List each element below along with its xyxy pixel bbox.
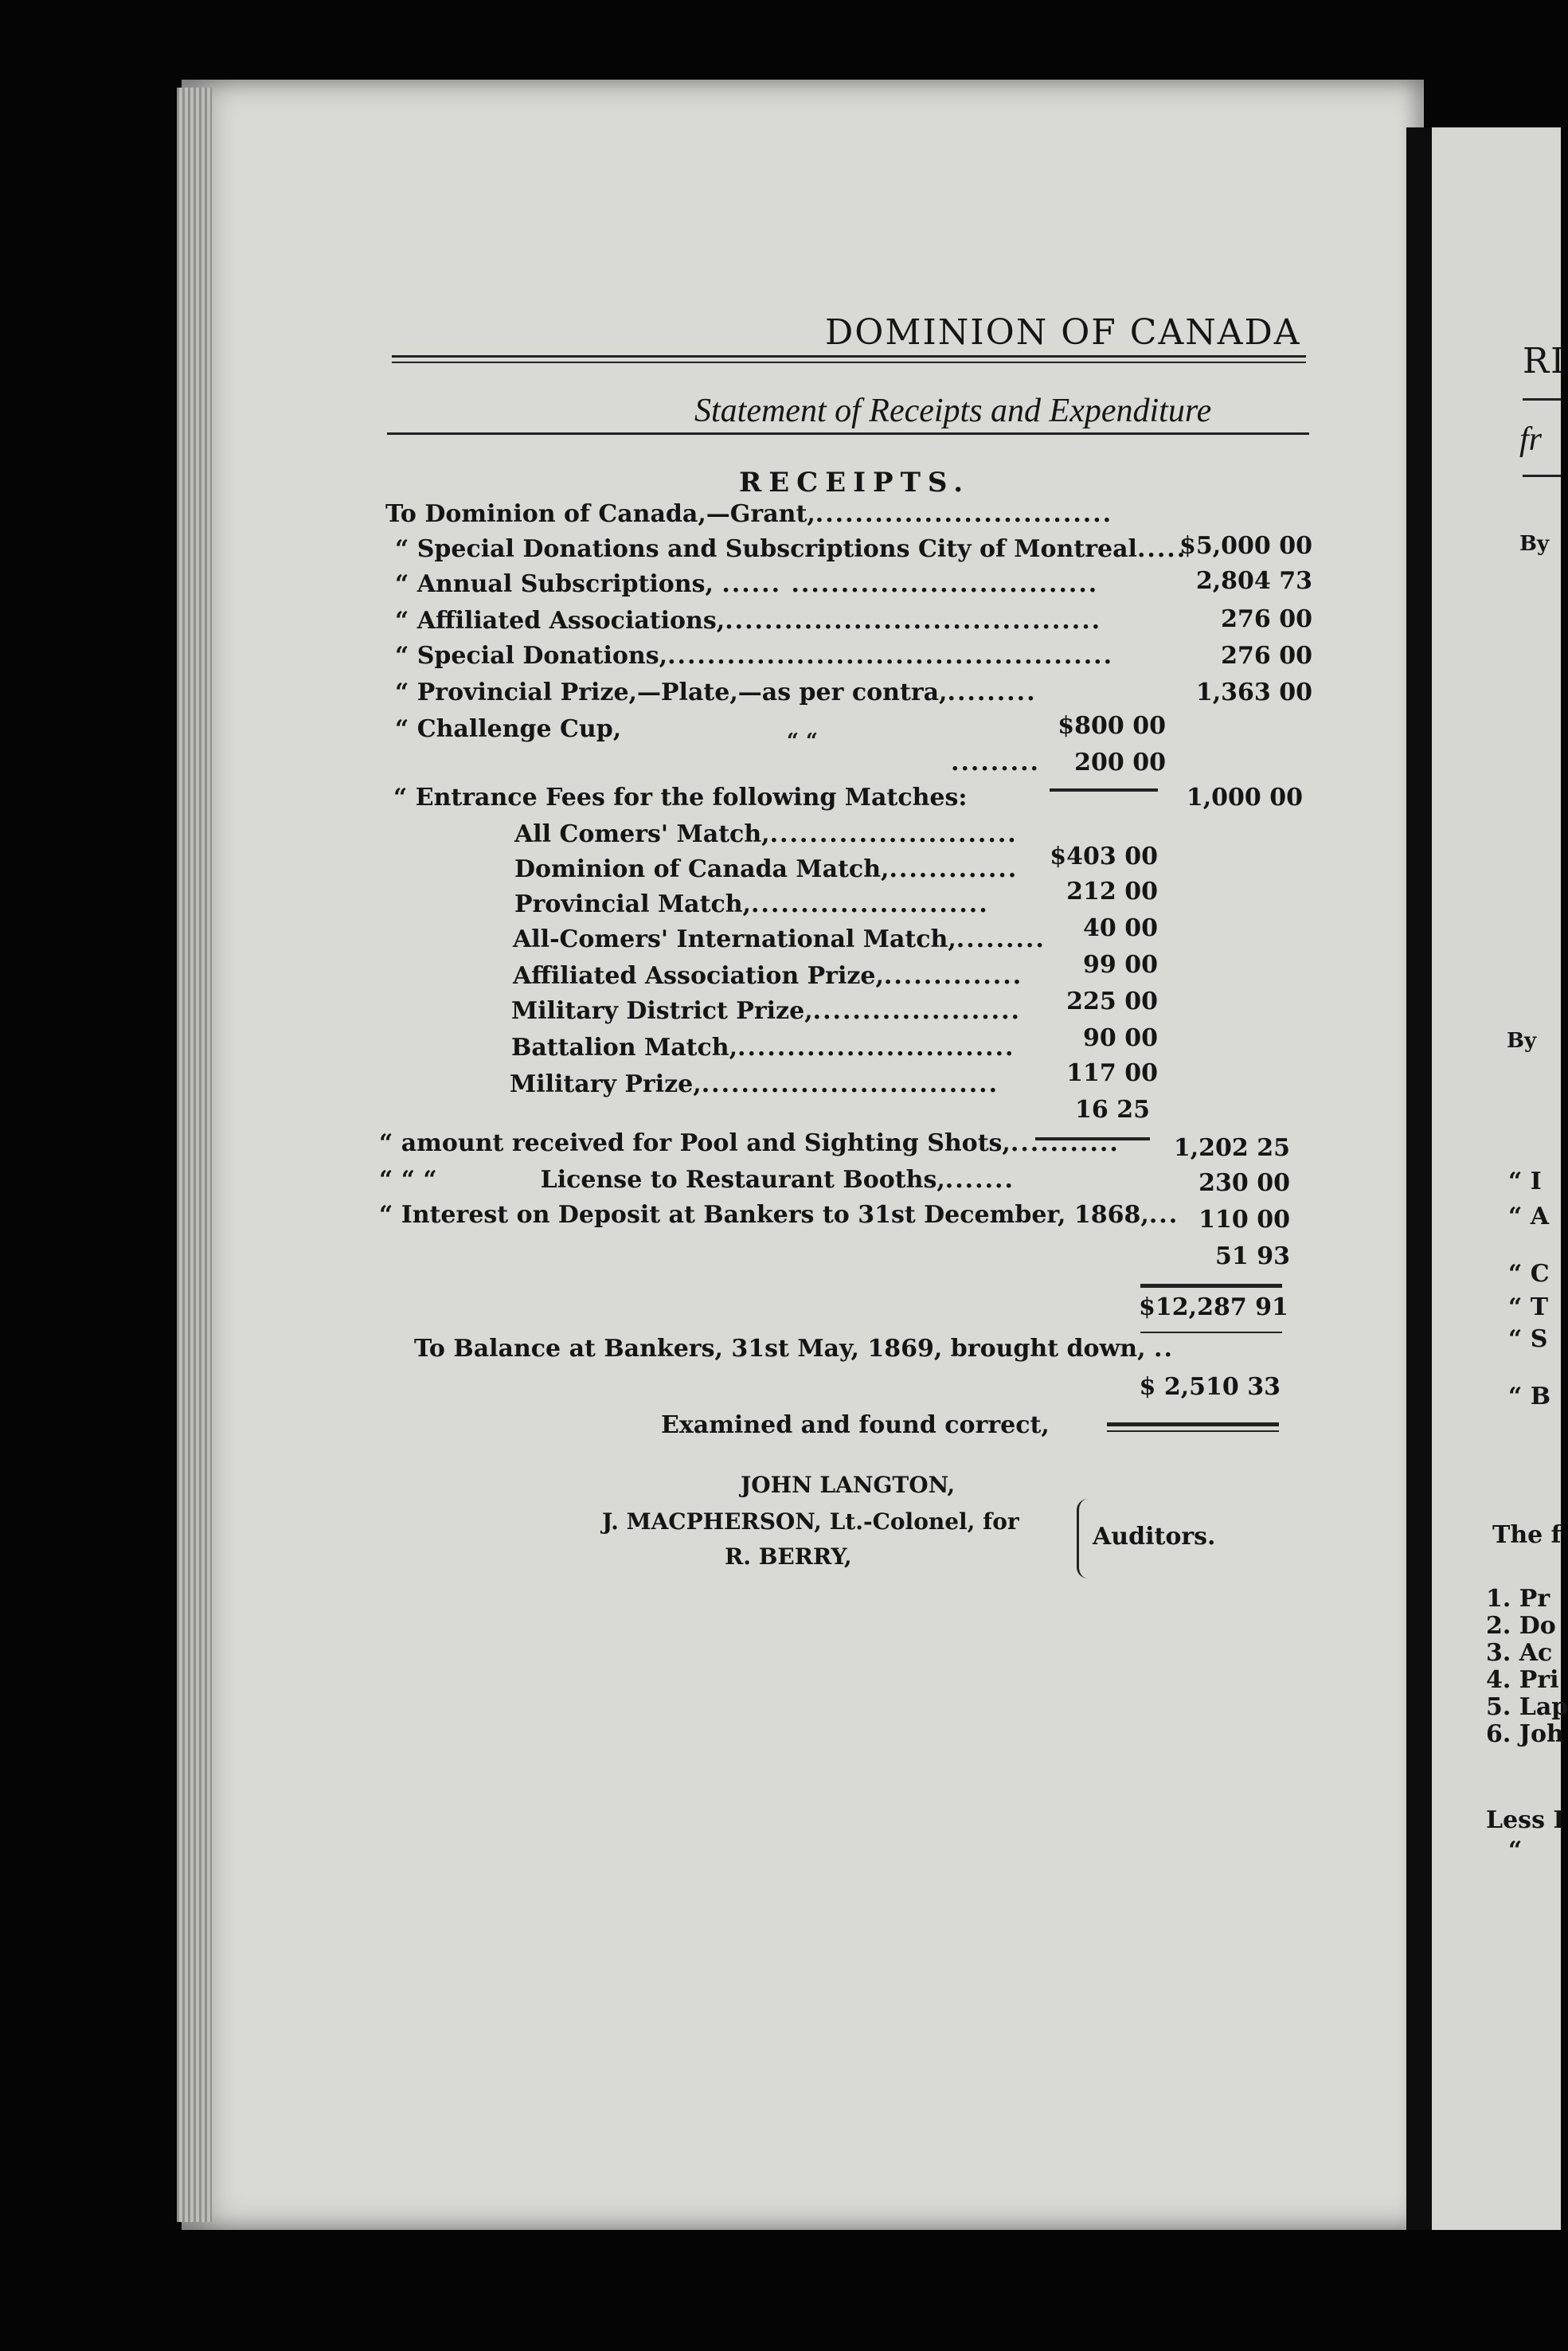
sub-amount: $800 00 — [1058, 712, 1166, 740]
match-name: Provincial Match,........................ — [514, 890, 989, 918]
receipt-line: To Dominion of Canada,—Grant,.............................. — [385, 500, 1113, 528]
receipt-amount: 110 00 — [1198, 1206, 1290, 1234]
receipts-heading: RECEIPTS. — [739, 467, 971, 499]
receipt-amount: $5,000 00 — [1179, 532, 1312, 560]
adjacent-list-item: 5. Lap — [1486, 1693, 1568, 1721]
title-rule-bottom — [392, 362, 1306, 363]
adjacent-ditto: “ S — [1508, 1325, 1548, 1353]
match-amount: 225 00 — [1066, 988, 1158, 1015]
match-name: Military Prize,.............................. — [510, 1070, 999, 1098]
adjacent-rule — [1523, 475, 1561, 477]
match-amount: 212 00 — [1066, 878, 1158, 906]
match-name: All Comers' Match,......................... — [514, 820, 1018, 848]
subtitle-rule — [387, 432, 1309, 435]
match-amount: 99 00 — [1083, 951, 1158, 979]
match-amount: 16 25 — [1075, 1096, 1150, 1124]
book-gutter — [1406, 127, 1432, 2230]
receipt-line: “ “ “ License to Restaurant Booths,....... — [379, 1166, 1015, 1194]
grand-total-rule — [1140, 1284, 1282, 1288]
adjacent-header: RI — [1523, 341, 1566, 381]
receipt-amount: 276 00 — [1221, 642, 1312, 670]
grand-total: $12,287 91 — [1139, 1293, 1288, 1321]
match-name: Military District Prize,..................... — [511, 997, 1021, 1025]
match-name: All-Comers' International Match,......... — [513, 925, 1046, 953]
auditor-name: JOHN LANGTON, — [741, 1472, 956, 1498]
adjacent-list-item: 2. Do — [1486, 1612, 1556, 1640]
match-name: Affiliated Association Prize,.............. — [513, 962, 1023, 990]
ditto-marks: “ “ — [787, 730, 818, 753]
adjacent-ditto: “ C — [1508, 1260, 1550, 1288]
adjacent-list-item: 1. Pr — [1486, 1585, 1550, 1613]
adjacent-by: By — [1507, 1029, 1537, 1053]
balance-rule — [1107, 1422, 1279, 1426]
receipt-amount: 1,363 00 — [1195, 679, 1312, 706]
auditor-name: R. BERRY, — [725, 1543, 852, 1570]
receipt-line: “ Special Donations and Subscriptions City of Montreal..... — [395, 535, 1187, 563]
adjacent-note: The f — [1492, 1521, 1562, 1549]
adjacent-less: Less I — [1486, 1806, 1565, 1834]
balance-line: To Balance at Bankers, 31st May, 1869, brought down, .. — [414, 1335, 1174, 1363]
receipt-line: “ Provincial Prize,—Plate,—as per contra,......... — [395, 679, 1037, 706]
adjacent-ditto: “ — [1508, 1837, 1523, 1864]
receipt-line: “ Annual Subscriptions, ...... ............................... — [395, 570, 1099, 598]
receipt-line: “ amount received for Pool and Sighting Shots,........... — [379, 1129, 1120, 1157]
page-title: DOMINION OF CANADA — [825, 312, 1301, 353]
adjacent-rule — [1523, 398, 1561, 401]
auditor-name: J. MACPHERSON, Lt.-Colonel, for — [602, 1508, 1019, 1535]
match-name: Dominion of Canada Match,............. — [514, 855, 1019, 883]
subtotal-rule — [1050, 788, 1158, 792]
match-amount: $403 00 — [1050, 843, 1158, 870]
match-amount: 90 00 — [1083, 1024, 1158, 1052]
receipt-amount: 51 93 — [1215, 1242, 1290, 1270]
auditors-label: Auditors. — [1093, 1523, 1216, 1551]
match-amount: 117 00 — [1066, 1059, 1158, 1087]
adjacent-subtitle: fr — [1519, 421, 1543, 458]
adjacent-ditto: “ B — [1508, 1383, 1551, 1410]
adjacent-ditto: “ I — [1508, 1168, 1542, 1195]
receipt-line: “ Interest on Deposit at Bankers to 31st December, 1868,... — [379, 1201, 1179, 1229]
receipt-amount: 276 00 — [1221, 605, 1312, 633]
page-edge — [177, 88, 212, 2222]
receipt-amount: 2,804 73 — [1195, 567, 1312, 595]
receipt-line: “ Affiliated Associations,...................................... — [395, 607, 1102, 635]
dot-leader: ......... — [951, 749, 1040, 776]
adjacent-list-item: 4. Pri — [1486, 1666, 1559, 1694]
sub-amount: 200 00 — [1074, 749, 1166, 776]
title-rule-top — [392, 355, 1306, 358]
balance-amount: $ 2,510 33 — [1139, 1373, 1281, 1401]
plate-cup-total: 1,000 00 — [1186, 784, 1303, 812]
adjacent-ditto: “ T — [1508, 1293, 1549, 1321]
entrance-fees-total: 1,202 25 — [1173, 1134, 1290, 1162]
adjacent-by: By — [1519, 532, 1550, 556]
adjacent-ditto: “ A — [1508, 1203, 1549, 1230]
adjacent-list-item: 3. Ac — [1486, 1639, 1553, 1667]
entrance-fees-label: “ Entrance Fees for the following Matches: — [393, 784, 968, 812]
grand-total-underline — [1140, 1332, 1282, 1333]
balance-rule-thin — [1107, 1430, 1279, 1432]
match-amount: 40 00 — [1083, 914, 1158, 942]
match-name: Battalion Match,............................ — [511, 1034, 1015, 1062]
receipt-line: “ Special Donations,............................................. — [395, 642, 1114, 670]
receipt-amount: 230 00 — [1198, 1169, 1290, 1197]
adjacent-list-item: 6. Joh — [1486, 1720, 1564, 1748]
receipt-line: “ Challenge Cup, — [395, 715, 622, 743]
statement-subtitle: Statement of Receipts and Expenditure — [694, 393, 1212, 429]
audit-statement: Examined and found correct, — [661, 1411, 1050, 1439]
